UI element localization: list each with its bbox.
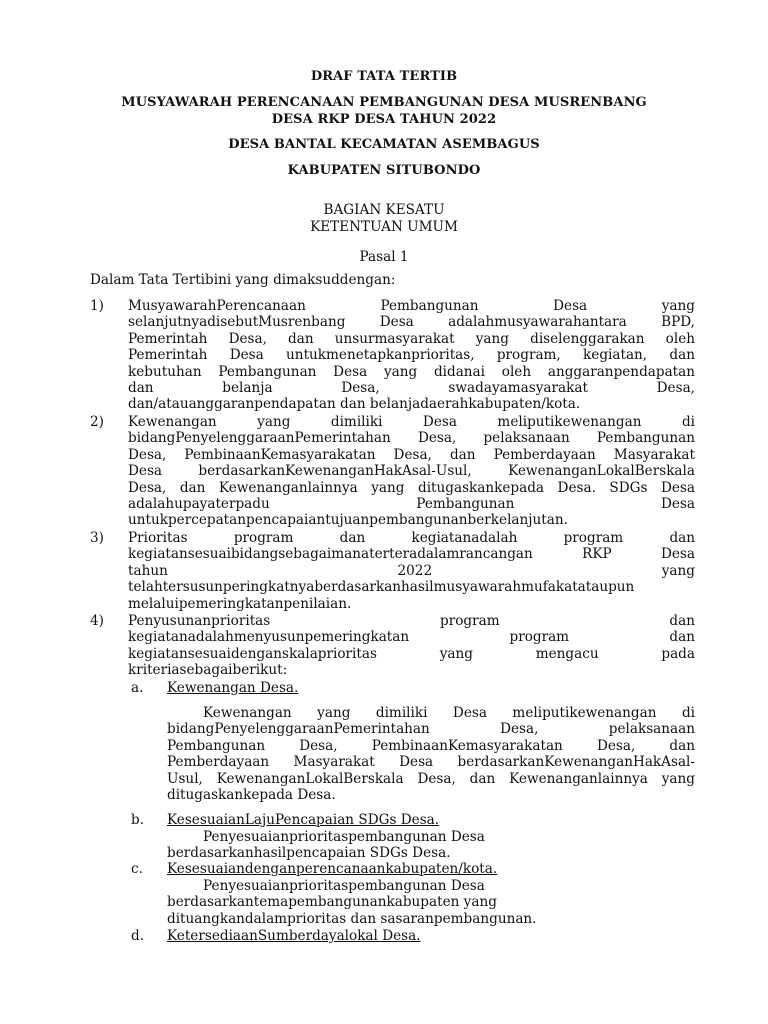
item-line: dan belanja Desa, swadayamasyarakat Desa, [128,380,695,397]
sub-item-heading: Kesesuaiandenganperencanaankabupaten/kota. [167,861,498,877]
sub-item-line: Pemberdayaan Masyarakat Desa berdasarkanKewenanganHakAsal- [167,754,695,771]
item-line: kegiatansesuaidenganskalaprioritas yang mengacu pada [128,645,695,662]
item-line: Kewenangan yang dimiliki Desa meliputikewenangan di [128,414,695,430]
title-draf: DRAF TATA TERTIB [310,69,458,84]
title-kabupaten: KABUPATEN SITUBONDO [287,163,481,178]
sub-item-heading: Kewenangan Desa. [167,680,299,696]
sub-item-line: berdasarkanhasilpencapaian SDGs Desa. [167,845,451,862]
sub-item-line: ditugaskankepada Desa. [167,787,336,804]
sub-item-line: Penyesuaianprioritaspembangunan Desa [203,878,485,894]
title-musyawarah-block [0,94,768,128]
item-line: kegiatansesuaibidangsebagaimanaterteradalamrancangan RKP Desa [128,546,695,563]
item-line: melaluipemeringkatanpenilaian. [128,595,352,612]
item-text [128,530,695,612]
sub-item-line: bidangPenyelenggaraanPemerintahan Desa, pelaksanaan [167,721,695,738]
item-line: Pemerintah Desa, dan unsurmasyarakat yang diselenggarakan oleh [128,330,695,347]
item-line: untukpercepatanpencapaiantujuanpembangunanberkelanjutan. [128,512,568,529]
title-musyawarah-line1: MUSYAWARAH PERENCANAAN PEMBANGUNAN DESA MUSRENBANG [121,95,647,110]
title-musyawarah-line2: DESA RKP DESA TAHUN 2022 [271,112,497,127]
section-heading-block [0,202,768,236]
item-text [128,613,695,679]
item-line: tahun 2022 yang [128,562,695,579]
item-number: 3) [90,530,104,546]
sub-item-letter: c. [131,861,143,877]
sub-item-line: Pembangunan Desa, PembinaanKemasyarakatan Desa, dan [167,737,695,754]
item-line: telahtersusunperingkatnyaberdasarkanhasilmusyawarahmufakatataupun [128,579,635,596]
title-kabupaten-block [0,162,768,179]
sub-item-line: Usul, KewenanganLokalBerskala Desa, dan Kewenanganlainnya yang [167,770,695,787]
sub-item-line: berdasarkantemapembangunankabupaten yang [167,894,497,911]
item-line: Penyusunanprioritas program dan [128,613,695,629]
item-number: 4) [90,613,104,629]
item-line: Desa berdasarkanKewenanganHakAsal-Usul, KewenanganLokalBerskala [128,463,695,480]
intro-text: Dalam Tata Tertibini yang dimaksuddengan: [90,272,396,288]
section-bagian: BAGIAN KESATU [323,202,445,218]
section-ketentuan: KETENTUAN UMUM [310,219,458,235]
item-line: adalahupayaterpadu Pembangunan Desa [128,496,695,513]
document-header [0,68,768,85]
item-line: Desa, PembinaanKemasyarakatan Desa, dan Pemberdayaan Masyarakat [128,446,695,463]
sub-item-letter: d. [131,928,145,944]
sub-item-letter: a. [131,680,144,696]
sub-item-text [167,705,695,803]
title-desa-block [0,136,768,153]
item-line: bidangPenyelenggaraanPemerintahan Desa, pelaksanaan Pembangunan [128,430,695,447]
sub-item-line: dituangkandalamprioritas dan sasaranpembangunan. [167,910,537,927]
item-text [128,298,695,413]
item-line: kebutuhan Pembangunan Desa yang didanai oleh anggaranpendapatan [128,363,695,380]
sub-item-line: Penyesuaianprioritaspembangunan Desa [203,829,485,845]
sub-item-text [167,829,695,862]
sub-item-heading: KesesuaianLajuPencapaian SDGs Desa. [167,812,440,828]
item-number: 2) [90,414,104,430]
item-line: selanjutnyadisebutMusrenbang Desa adalahmusyawarahantara BPD, [128,314,695,331]
sub-item-text [167,878,695,927]
item-line: MusyawarahPerencanaan Pembangunan Desa yang [128,298,695,314]
sub-item-letter: b. [131,812,145,828]
sub-item-line: Kewenangan yang dimiliki Desa meliputikewenangan di [203,705,695,721]
item-text [128,414,695,529]
pasal-block [0,249,768,266]
item-line: dan/atauanggaranpendapatan dan belanjadaerahkabupaten/kota. [128,396,581,413]
title-desa: DESA BANTAL KECAMATAN ASEMBAGUS [228,137,540,152]
item-line: Desa, dan Kewenanganlainnya yang ditugaskankepada Desa. SDGs Desa [128,479,695,496]
sub-item-heading: KetersediaanSumberdayalokal Desa. [167,928,421,944]
item-line: kegiatanadalahmenyusunpemeringkatan program dan [128,629,695,646]
item-line: kriteriasebagaiberikut: [128,662,288,679]
pasal-heading: Pasal 1 [359,249,409,265]
item-number: 1) [90,298,104,314]
item-line: Pemerintah Desa untukmenetapkanprioritas, program, kegiatan, dan [128,347,695,364]
item-line: Prioritas program dan kegiatanadalah program dan [128,530,695,546]
